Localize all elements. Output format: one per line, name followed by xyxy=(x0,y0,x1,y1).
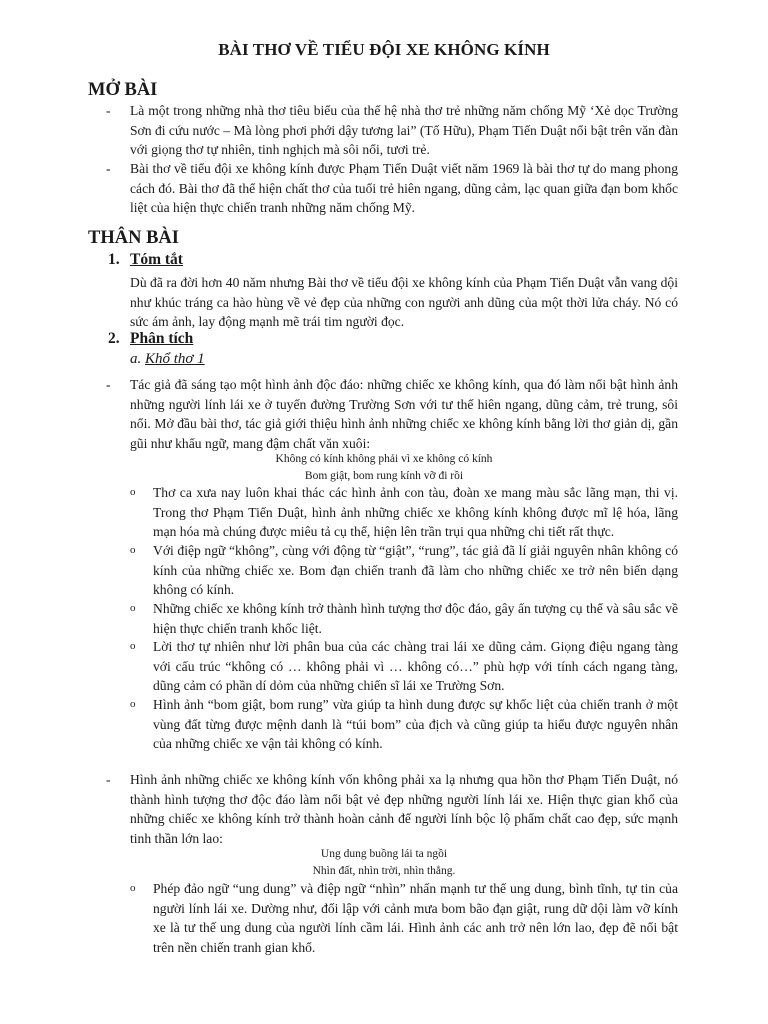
phan-tich-item-1-text: Tác giả đã sáng tạo một hình ảnh độc đáo: những chiếc xe không kính, qua đó làm nổi bật hình ảnh những người lính lái xe ở tuyến đường Trường Sơn với tư thế hiên ngang, dũng cảm, trẻ trung, sôi nổi. Mở đầu bài thơ, tác giả giới thiệu hình ảnh những chiếc xe không kính bằng lời thơ giản dị, gần gũi như khẩu ngữ, mang đậm chất văn xuôi: xyxy=(130,377,678,451)
mo-bai-item-1 xyxy=(88,101,678,160)
circle-bullet: o xyxy=(130,602,136,614)
poem-quote-2 xyxy=(0,846,768,880)
kho-tho-label: Khổ thơ 1 xyxy=(145,351,205,367)
analysis-point xyxy=(130,637,678,696)
analysis-point-text: Lời thơ tự nhiên như lời phân bua của các chàng trai lái xe dũng cảm. Giọng điệu ngang tàng với cấu trúc “không có … không phải vì … không có…” phù hợp với tính cách ngang tàng, dũng cảm có phần dí dỏm của những chiến sĩ lái xe Trường Sơn. xyxy=(153,639,678,693)
analysis-point xyxy=(130,541,678,600)
analysis-point-text: Thơ ca xưa nay luôn khai thác các hình ảnh con tàu, đoàn xe mang màu sắc lãng mạn, thi vị. Trong thơ Phạm Tiến Duật, hình ảnh những chiếc xe không kính không được mĩ lệ hóa, lãng mạn hóa mà chúng được miêu tả cụ thể, hiện lên trần trụi qua những chi tiết rất thực. xyxy=(153,485,678,539)
subheading-phan-tich xyxy=(108,330,193,348)
mo-bai-item-2-text: Bài thơ về tiểu đội xe không kính được Phạm Tiến Duật viết năm 1969 là bài thơ tự do mang phong cách đó. Bài thơ đã thể hiện chất thơ của tuổi trẻ hiên ngang, dũng cảm, lạc quan giữa đạn bom khốc liệt của hiện thực chiến tranh những năm chống Mỹ. xyxy=(130,161,678,215)
poem-line: Nhìn đất, nhìn trời, nhìn thẳng. xyxy=(312,865,456,877)
dash-bullet: - xyxy=(106,377,111,392)
circle-bullet: o xyxy=(130,486,136,498)
poem-quote-1 xyxy=(0,451,768,485)
document-title: BÀI THƠ VỀ TIỂU ĐỘI XE KHÔNG KÍNH xyxy=(218,40,550,59)
kho-tho-heading xyxy=(130,351,205,368)
analysis-point xyxy=(130,879,678,957)
section-heading-than-bai: THÂN BÀI xyxy=(88,228,179,248)
dash-bullet: - xyxy=(106,103,111,118)
subheading-label: Tóm tắt xyxy=(130,251,183,268)
analysis-point xyxy=(130,599,678,638)
poem-line: Ung dung buồng lái ta ngồi xyxy=(320,848,448,860)
subheading-tom-tat xyxy=(108,251,183,269)
section-heading-mo-bai: MỞ BÀI xyxy=(88,80,158,100)
tom-tat-paragraph: Dù đã ra đời hơn 40 năm nhưng Bài thơ về tiểu đội xe không kính của Phạm Tiến Duật vẫn vang dội như khúc tráng ca hào hùng về vẻ đẹp của những con người anh dũng của một thời lửa cháy. Nó có sức ám ảnh, lay động mạnh mẽ trái tim người đọc. xyxy=(130,275,678,329)
circle-bullet: o xyxy=(130,882,136,894)
phan-tich-item-2 xyxy=(88,770,678,848)
mo-bai-item-2 xyxy=(88,159,678,218)
circle-bullet: o xyxy=(130,698,136,710)
dash-bullet: - xyxy=(106,161,111,176)
kho-tho-prefix: a. xyxy=(130,351,142,367)
mo-bai-item-1-text: Là một trong những nhà thơ tiêu biểu của thế hệ nhà thơ trẻ những năm chống Mỹ ‘Xẻ dọc Trường Sơn đi cứu nước – Mà lòng phơi phới dậy tương lai” (Tố Hữu), Phạm Tiến Duật nổi bật trên văn đàn với giọng thơ tự nhiên, tinh nghịch mà sôi nổi, tươi trẻ. xyxy=(130,103,678,157)
circle-bullet: o xyxy=(130,640,136,652)
dash-bullet: - xyxy=(106,772,111,787)
phan-tich-item-1 xyxy=(88,375,678,453)
circle-bullet: o xyxy=(130,544,136,556)
subheading-number: 2. xyxy=(108,330,120,347)
poem-line: Bom giật, bom rung kính vỡ đi rồi xyxy=(304,470,464,482)
analysis-point xyxy=(130,695,678,754)
analysis-point-text: Phép đảo ngữ “ung dung” và điệp ngữ “nhìn” nhấn mạnh tư thế ung dung, bình tĩnh, tự tin của người lính lái xe. Dường như, đối lập với cảnh mưa bom bão đạn giật, rung dữ dội làm vỡ kính xe là tư thế ung dung của người lính cầm lái. Hình ảnh các anh trở nên lớn lao, đẹp đẽ nổi bật trên nền chiến tranh gian khổ. xyxy=(153,881,678,955)
analysis-point-text: Với điệp ngữ “không”, cùng với động từ “giật”, “rung”, tác giả đã lí giải nguyên nhân không có kính của những chiếc xe. Bom đạn chiến tranh đã làm cho những chiếc xe trở nên biến dạng không có kính. xyxy=(153,543,678,597)
analysis-point-text: Những chiếc xe không kính trở thành hình tượng thơ độc đáo, gây ấn tượng cụ thể và sâu sắc về hiện thực chiến tranh khốc liệt. xyxy=(153,601,678,636)
analysis-point-text: Hình ảnh “bom giật, bom rung” vừa giúp ta hình dung được sự khốc liệt của chiến tranh ở một vùng đất từng được mệnh danh là “túi bom” của địch và cũng giúp ta hiểu được nguyên nhân của những chiếc xe vận tải không có kính. xyxy=(153,697,678,751)
subheading-label: Phân tích xyxy=(130,330,194,347)
analysis-point xyxy=(130,483,678,542)
subheading-number: 1. xyxy=(108,251,120,268)
phan-tich-item-2-text: Hình ảnh những chiếc xe không kính vốn không phải xa lạ nhưng qua hồn thơ Phạm Tiến Duật, nó thành hình tượng thơ độc đáo làm nổi bật vẻ đẹp những người lính lái xe. Hiện thực gian khổ của những chiếc xe không kính trở thành hoàn cảnh để người lính bộc lộ phẩm chất cao đẹp, sức mạnh tinh thần lớn lao: xyxy=(130,772,678,846)
poem-line: Không có kính không phải vì xe không có kính xyxy=(275,453,493,465)
